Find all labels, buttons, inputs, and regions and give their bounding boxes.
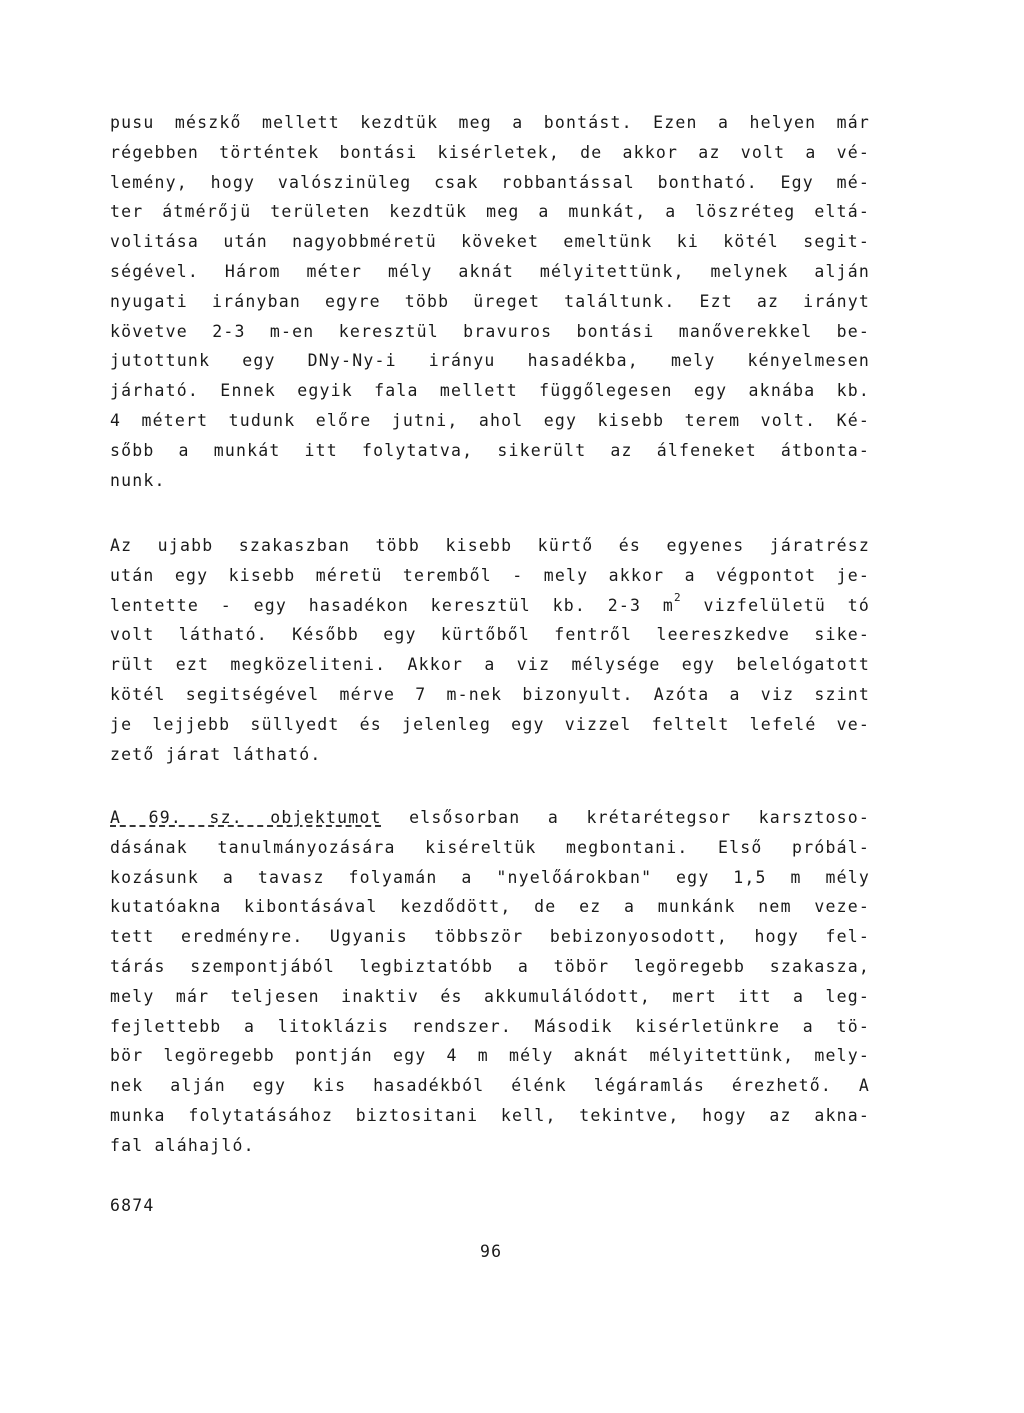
text-line: ter átmérőjü területen kezdtük meg a munkát, a löszréteg eltá- [110,202,870,222]
paragraph-3 [110,803,870,1161]
text-line: Az ujabb szakaszban több kisebb kürtő és egyenes járatrész [110,536,870,555]
object-reference: A 69. sz. objektumot [110,808,382,827]
text-line: nunk. [110,470,166,490]
text-line: járható. Ennek egyik fala mellett függőlegesen egy aknába kb. [110,381,870,401]
text-line: dásának tanulmányozására kiséreltük megbontani. Első próbál- [110,837,870,857]
text-fragment: lentette - egy hasadékon keresztül kb. 2-3 m [110,595,674,615]
text-line: munka folytatásához biztositani kell, tekintve, hogy az akna- [110,1105,870,1125]
page-number: 96 [480,1242,503,1261]
text-line: ségével. Három méter mély aknát mélyitettünk, melynek alján [110,261,870,281]
text-line: fal aláhajló. [110,1135,255,1155]
text-line: zető járat látható. [110,744,322,764]
text-fragment: elsősorban a krétarétegsor karsztoso- [381,808,870,827]
text-line: kozásunk a tavasz folyamán a "nyelőárokban" egy 1,5 m mély [110,867,870,887]
text-line: nyugati irányban egyre több üreget találtunk. Ezt az irányt [110,291,870,311]
text-line: 4 métert tudunk előre jutni, ahol egy kisebb terem volt. Ké- [110,410,870,430]
text-line: mely már teljesen inaktiv és akkumulálódott, mert itt a leg- [110,986,870,1006]
text-line: tett eredményre. Ugyanis többször bebizonyosodott, hogy fel- [110,927,870,947]
text-line: követve 2-3 m-en keresztül bravuros bontási manőverekkel be- [110,321,870,341]
text-line: kötél segitségével mérve 7 m-nek bizonyult. Azóta a viz szint [110,684,870,704]
text-line: je lejjebb süllyedt és jelenleg egy vizzel feltelt lefelé ve- [110,714,870,734]
text-line: után egy kisebb méretü teremből - mely akkor a végpontot je- [110,565,870,585]
text-line: nek alján egy kis hasadékból élénk légáramlás érezhető. A [110,1076,870,1096]
text-fragment: vizfelületü tó [681,595,870,615]
paragraph-1 [110,108,870,495]
paragraph-2 [110,531,870,769]
text-line: tárás szempontjából legbiztatóbb a töbör legöregebb szakasza, [110,956,870,976]
text-line: rült ezt megközeliteni. Akkor a viz mélysége egy belelógatott [110,655,870,675]
text-line-with-superscript [110,591,870,621]
text-line [110,803,870,833]
superscript: 2 [673,590,682,604]
document-number: 6874 [110,1196,155,1215]
text-line: volt látható. Később egy kürtőből fentről leereszkedve sike- [110,625,870,645]
text-line: jutottunk egy DNy-Ny-i irányu hasadékba, mely kényelmesen [110,351,870,371]
text-line: pusu mészkő mellett kezdtük meg a bontást. Ezen a helyen már [110,113,870,132]
text-line: volitása után nagyobbméretü köveket emeltünk ki kötél segit- [110,232,870,252]
text-line: lemény, hogy valószinüleg csak robbantással bontható. Egy mé- [110,172,870,192]
text-line: sőbb a munkát itt folytatva, sikerült az álfeneket átbonta- [110,440,870,460]
text-line: régebben történtek bontási kisérletek, de akkor az volt a vé- [110,142,870,162]
text-line: bör legöregebb pontján egy 4 m mély aknát mélyitettünk, mely- [110,1046,870,1066]
text-line: kutatóakna kibontásával kezdődött, de ez a munkánk nem veze- [110,897,870,917]
text-line: fejlettebb a litoklázis rendszer. Második kisérletünkre a tö- [110,1016,870,1036]
